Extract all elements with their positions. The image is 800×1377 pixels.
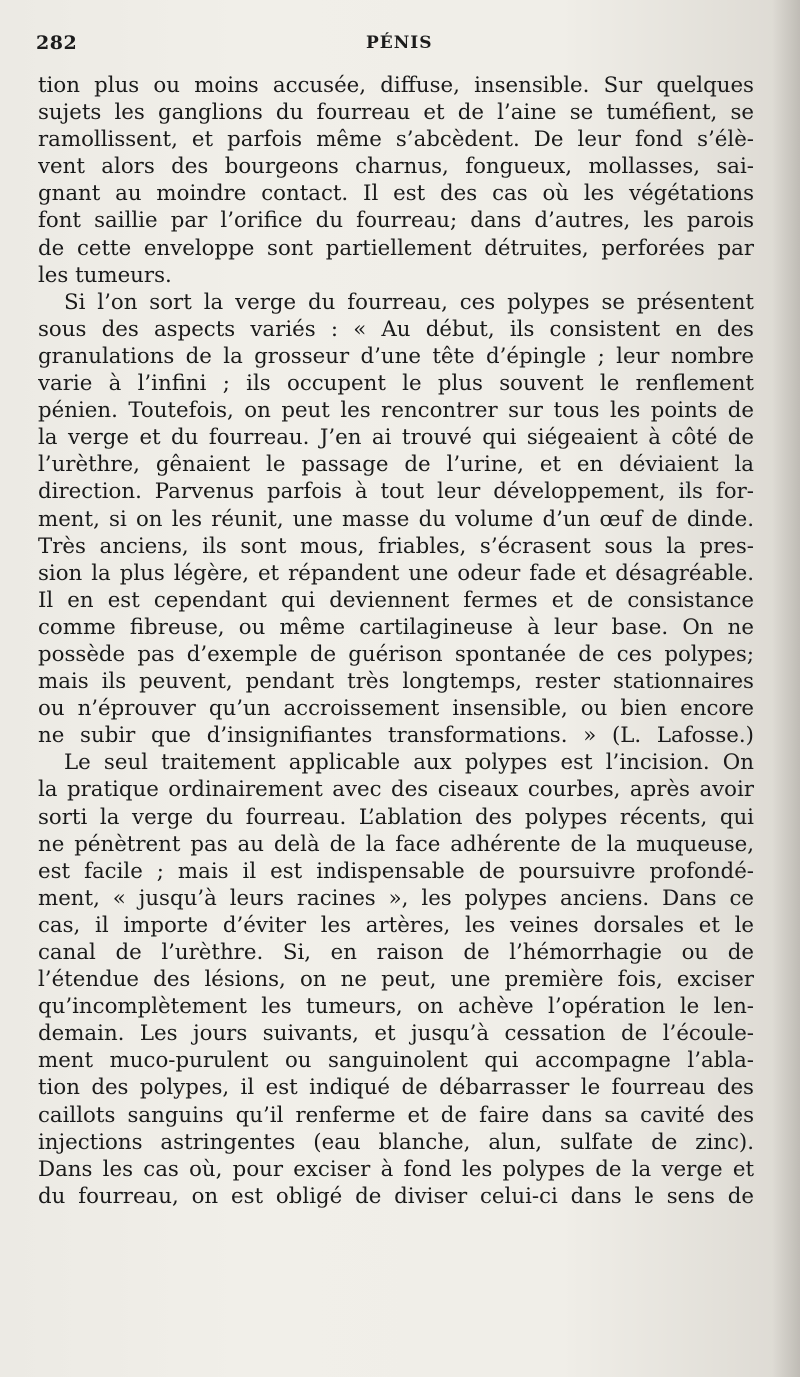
text-line: possède pas d’exemple de guérison spontanée de ces polypes; xyxy=(38,641,754,667)
text-line: direction. Parvenus parfois à tout leur développement, ils for- xyxy=(38,479,754,505)
text-line: ment muco-purulent ou sanguinolent qui accompagne l’abla- xyxy=(38,1048,754,1074)
text-line: tion plus ou moins accusée, diffuse, insensible. Sur quelques xyxy=(38,73,754,98)
text-line: ou n’éprouver qu’un accroissement insensible, ou bien encore xyxy=(38,696,754,722)
text-line: granulations de la grosseur d’une tête d’épingle ; leur nombre xyxy=(38,343,754,369)
text-line: qu’incomplètement les tumeurs, on achève l’opération le len- xyxy=(38,994,754,1020)
text-line: cas, il importe d’éviter les artères, les veines dorsales et le xyxy=(38,912,754,938)
page-gutter-shadow xyxy=(772,0,800,1377)
text-line: sorti la verge du fourreau. L’ablation des polypes récents, qui xyxy=(38,804,754,830)
text-line: la verge et du fourreau. J’en ai trouvé qui siégeaient à côté de xyxy=(38,425,754,451)
text-line: sous des aspects variés : « Au début, ils consistent en des xyxy=(38,316,754,342)
text-line: sion la plus légère, et répandent une odeur fade et désagréable. xyxy=(38,560,754,586)
text-line: Le seul traitement applicable aux polypes est l’incision. On xyxy=(64,750,754,776)
text-line: ramollissent, et parfois même s’abcèdent. De leur fond s’élè- xyxy=(38,127,754,153)
text-line: de cette enveloppe sont partiellement détruites, perforées par xyxy=(38,235,754,261)
text-line: est facile ; mais il est indispensable de poursuivre profondé- xyxy=(38,858,754,884)
running-head: PÉNIS xyxy=(366,33,433,53)
text-line: du fourreau, on est obligé de diviser celui-ci dans le sens de xyxy=(38,1183,754,1209)
text-line: ne subir que d’insignifiantes transformations. » (L. Lafosse.) xyxy=(38,723,754,749)
text-line: varie à l’infini ; ils occupent le plus souvent le renflement xyxy=(38,371,754,397)
text-line: caillots sanguins qu’il renferme et de faire dans sa cavité des xyxy=(38,1102,754,1128)
text-line: ment, « jusqu’à leurs racines », les polypes anciens. Dans ce xyxy=(38,885,754,911)
text-line: gnant au moindre contact. Il est des cas où les végétations xyxy=(38,181,754,207)
text-line: mais ils peuvent, pendant très longtemps, rester stationnaires xyxy=(38,669,754,695)
text-line: Dans les cas où, pour exciser à fond les polypes de la verge et xyxy=(38,1156,754,1182)
text-line: pénien. Toutefois, on peut les rencontrer sur tous les points de xyxy=(38,398,754,424)
text-line: ment, si on les réunit, une masse du volume d’un œuf de dinde. xyxy=(38,506,754,532)
page-header xyxy=(36,32,756,60)
text-line: Si l’on sort la verge du fourreau, ces polypes se présentent xyxy=(64,289,754,315)
text-line: font saillie par l’orifice du fourreau; dans d’autres, les parois xyxy=(38,208,754,234)
text-line: la pratique ordinairement avec des ciseaux courbes, après avoir xyxy=(38,777,754,803)
text-line: Très anciens, ils sont mous, friables, s’écrasent sous la pres- xyxy=(38,533,754,559)
text-line: l’urèthre, gênaient le passage de l’urine, et en déviaient la xyxy=(38,452,754,478)
text-line: tion des polypes, il est indiqué de débarrasser le fourreau des xyxy=(38,1075,754,1101)
text-line: injections astringentes (eau blanche, alun, sulfate de zinc). xyxy=(38,1129,754,1155)
text-line: l’étendue des lésions, on ne peut, une première fois, exciser xyxy=(38,967,754,993)
text-line: demain. Les jours suivants, et jusqu’à cessation de l’écoule- xyxy=(38,1021,754,1047)
text-line: Il en est cependant qui deviennent fermes et de consistance xyxy=(38,587,754,613)
text-line: vent alors des bourgeons charnus, fongueux, mollasses, sai- xyxy=(38,154,754,180)
text-line: ne pénètrent pas au delà de la face adhérente de la muqueuse, xyxy=(38,831,754,857)
text-line: canal de l’urèthre. Si, en raison de l’hémorrhagie ou de xyxy=(38,940,754,965)
text-line: comme fibreuse, ou même cartilagineuse à leur base. On ne xyxy=(38,614,754,640)
text-line: les tumeurs. xyxy=(38,262,172,288)
body-text xyxy=(38,72,754,1210)
page-number: 282 xyxy=(36,32,78,54)
text-line: sujets les ganglions du fourreau et de l’aine se tuméfient, se xyxy=(38,100,754,126)
